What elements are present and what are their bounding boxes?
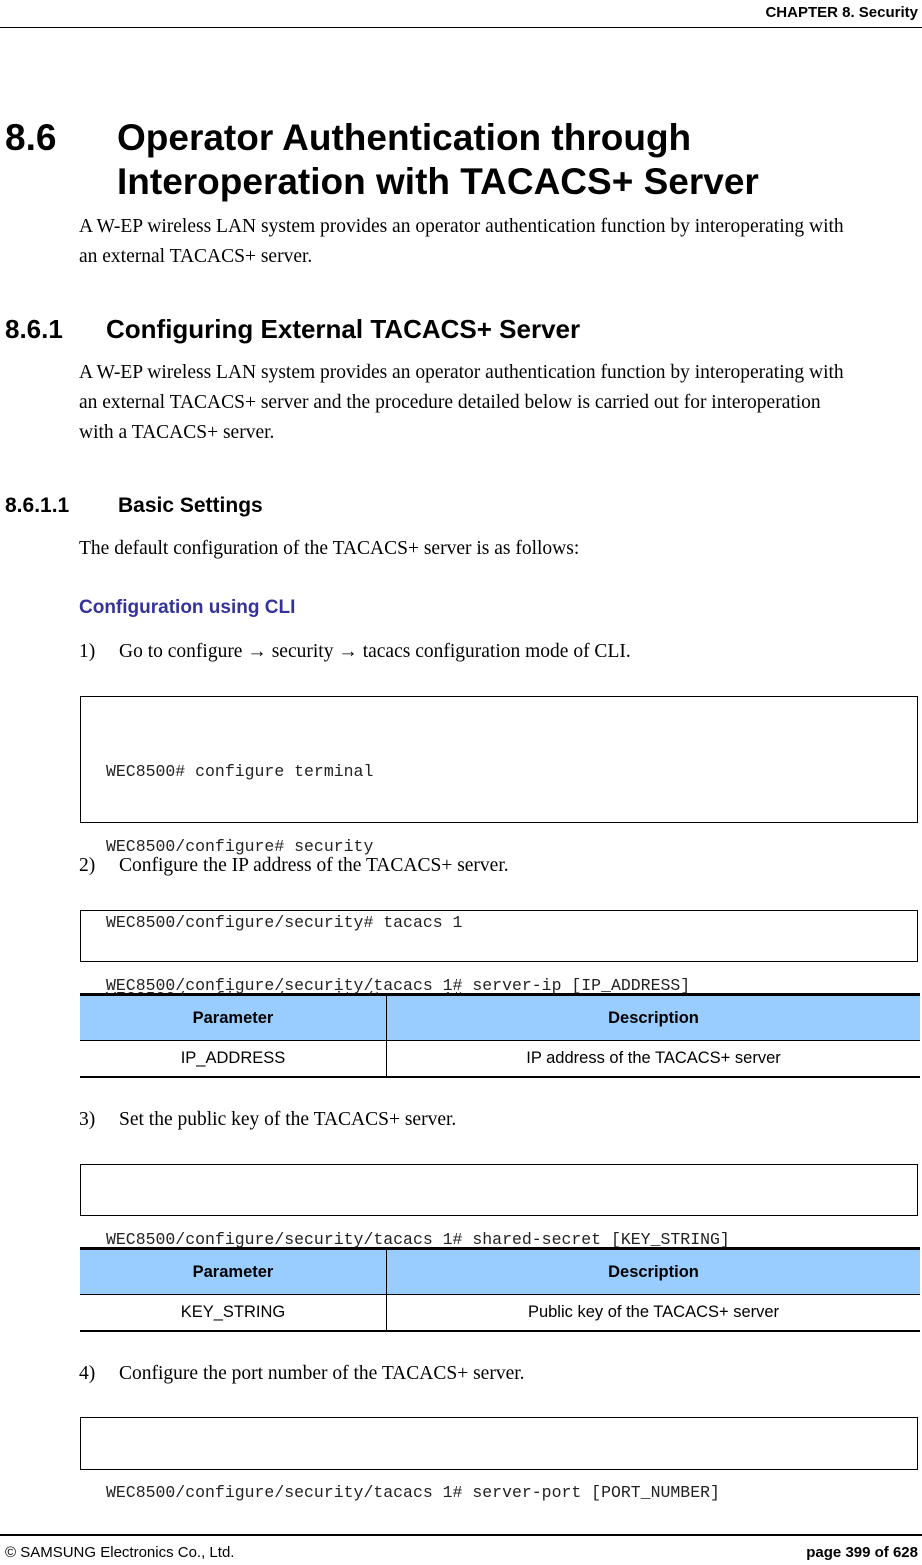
table-cell-parameter: KEY_STRING bbox=[80, 1295, 387, 1332]
code-block-server-port bbox=[80, 1417, 918, 1502]
subsection-number: 8.6.1 bbox=[5, 314, 63, 344]
table-cell-description: IP address of the TACACS+ server bbox=[387, 1041, 921, 1078]
header-divider bbox=[0, 27, 922, 28]
table-cell-description: Public key of the TACACS+ server bbox=[387, 1295, 921, 1332]
cli-heading: Configuration using CLI bbox=[79, 597, 296, 618]
subsection-heading bbox=[5, 312, 580, 346]
step-text: Go to configure → security → tacacs configuration mode of CLI. bbox=[119, 641, 631, 662]
subsubsection-number: 8.6.1.1 bbox=[5, 494, 70, 517]
code-block-shared-secret bbox=[80, 1164, 918, 1249]
footer-copyright: © SAMSUNG Electronics Co., Ltd. bbox=[5, 1544, 235, 1561]
table-header-parameter: Parameter bbox=[80, 1249, 387, 1295]
step-text: Configure the IP address of the TACACS+ server. bbox=[119, 855, 509, 876]
code-line: WEC8500/configure/security# tacacs 1 bbox=[106, 913, 463, 933]
chapter-header: CHAPTER 8. Security bbox=[765, 4, 918, 21]
table-header-parameter: Parameter bbox=[80, 995, 387, 1041]
parameter-table-ip bbox=[80, 993, 920, 1078]
table-row bbox=[80, 1295, 920, 1332]
section-title: Operator Authentication through Interoperation with TACACS+ Server bbox=[117, 117, 759, 202]
footer-page-number: page 399 of 628 bbox=[806, 1544, 918, 1561]
section-number: 8.6 bbox=[5, 117, 57, 158]
step-4 bbox=[79, 1360, 525, 1388]
subsubsection-title: Basic Settings bbox=[118, 494, 263, 517]
step-number: 4) bbox=[79, 1363, 96, 1384]
section-intro: A W-EP wireless LAN system provides an operator authentication function by interoperating with an external TACACS+ server. bbox=[79, 216, 844, 267]
step-number: 1) bbox=[79, 641, 96, 662]
table-cell-parameter: IP_ADDRESS bbox=[80, 1041, 387, 1078]
step-2 bbox=[79, 852, 509, 880]
code-line: WEC8500# configure terminal bbox=[106, 761, 374, 781]
table-header-description: Description bbox=[387, 995, 921, 1041]
parameter-table-key bbox=[80, 1247, 920, 1332]
subsubsection-heading bbox=[5, 492, 263, 520]
step-text: Configure the port number of the TACACS+ server. bbox=[119, 1363, 525, 1384]
footer-divider bbox=[0, 1534, 922, 1536]
subsection-intro: A W-EP wireless LAN system provides an operator authentication function by interoperating with an external TACACS+ server and the procedure detailed below is carried out for interoperation with a TACACS+ server. bbox=[79, 362, 844, 443]
code-line: WEC8500/configure# security bbox=[106, 837, 374, 857]
code-block-server-ip bbox=[80, 910, 918, 995]
step-number: 3) bbox=[79, 1109, 96, 1130]
subsubsection-intro: The default configuration of the TACACS+ server is as follows: bbox=[79, 538, 580, 559]
step-number: 2) bbox=[79, 855, 96, 876]
table-row bbox=[80, 1041, 920, 1078]
code-line: WEC8500/configure/security/tacacs 1# shared-secret [KEY_STRING] bbox=[106, 1229, 730, 1249]
subsection-title: Configuring External TACACS+ Server bbox=[106, 314, 581, 344]
code-line: WEC8500/configure/security/tacacs 1# server-port [PORT_NUMBER] bbox=[106, 1482, 720, 1502]
step-3 bbox=[79, 1106, 456, 1134]
step-text: Set the public key of the TACACS+ server. bbox=[119, 1109, 457, 1130]
code-line: WEC8500/configure/security/tacacs 1# server-ip [IP_ADDRESS] bbox=[106, 975, 691, 995]
table-header-description: Description bbox=[387, 1249, 921, 1295]
step-1 bbox=[79, 638, 631, 666]
